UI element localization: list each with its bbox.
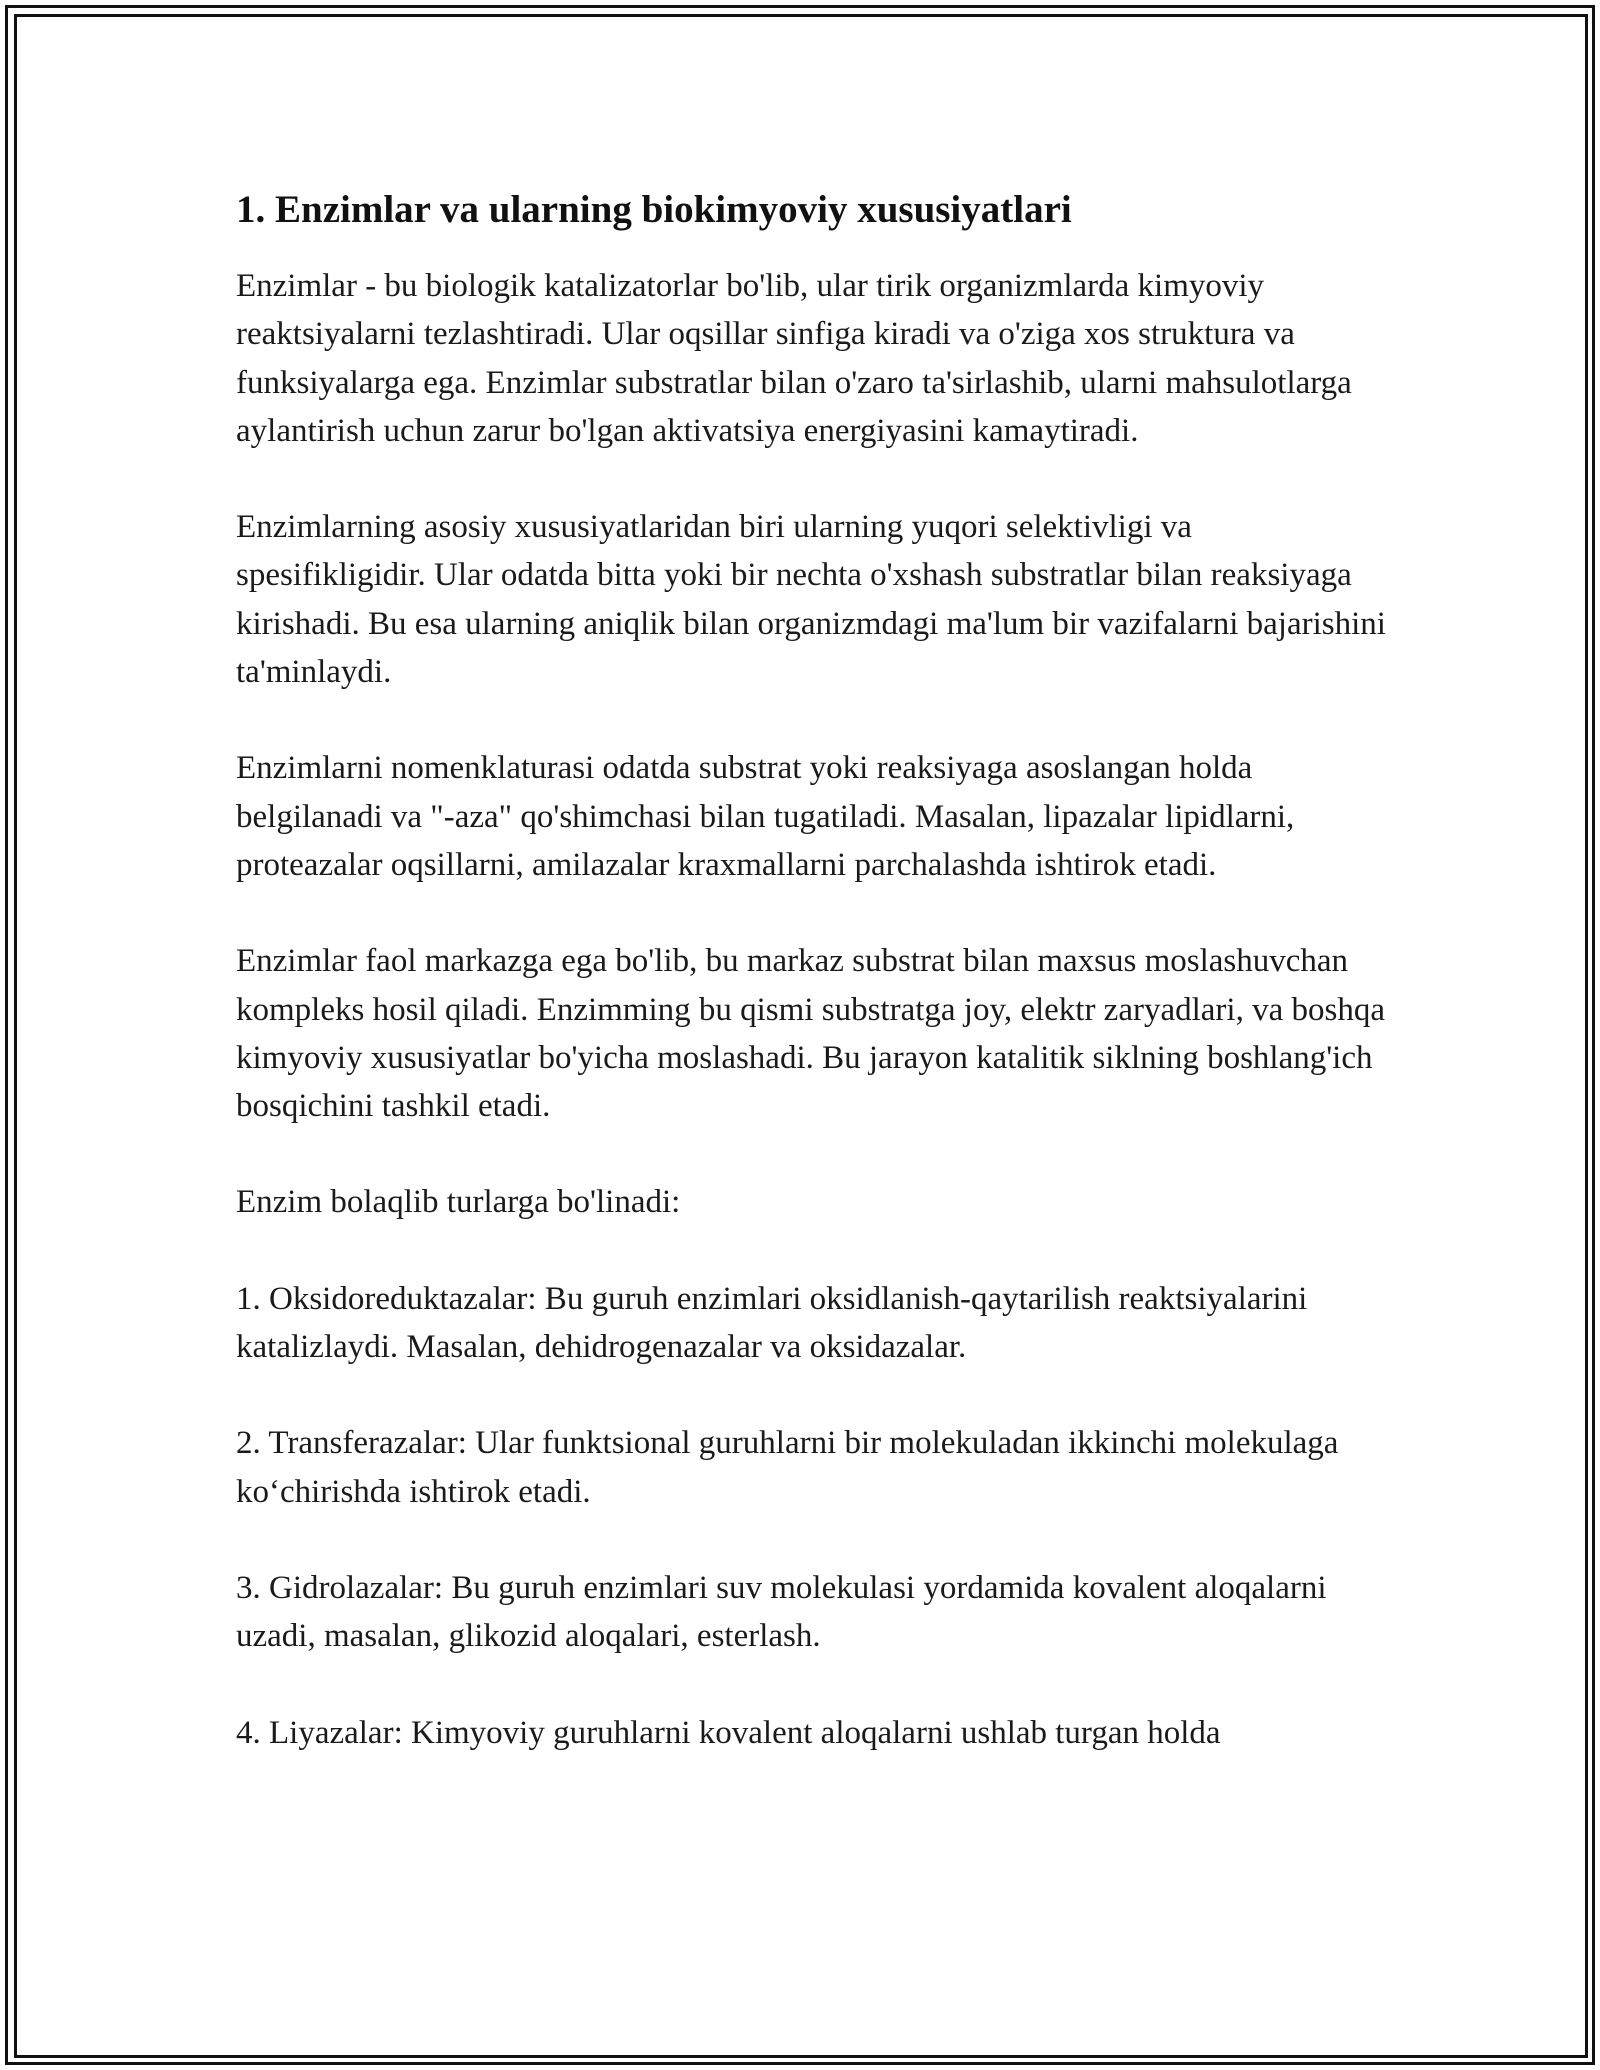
document-title: 1. Enzimlar va ularning biokimyoviy xususiyatlari — [236, 188, 1072, 231]
list-item-oxidoreductases: 1. Oksidoreduktazalar: Bu guruh enzimlari oksidlanish-qaytarilish reaktsiyalarini katalizlaydi. Masalan, dehidrogenazalar va oksidazalar. — [236, 1280, 1308, 1366]
document-body — [236, 186, 1386, 1805]
paragraph-nomenclature: Enzimlarni nomenklaturasi odatda substrat yoki reaksiyaga asoslangan holda belgilanadi va "-aza" qo'shimchasi bilan tugatiladi. Masalan, lipazalar lipidlarni, proteazalar oqsillarni, amilazalar kraxmallarni parchalashda ishtirok etadi. — [236, 750, 1295, 883]
list-item-transferases: 2. Transferazalar: Ular funktsional guruhlarni bir molekuladan ikkinchi molekulaga ko‘chirishda ishtirok etadi. — [236, 1425, 1339, 1510]
paragraph-intro: Enzimlar - bu biologik katalizatorlar bo'lib, ular tirik organizmlarda kimyoviy reaktsiyalarni tezlashtiradi. Ular oqsillar sinfiga kiradi va o'ziga xos struktura va funksiyalarga ega. Enzimlar substratlar bilan o'zaro ta'sirlashib, ularni mahsulotlarga aylantirish uchun zarur bo'lgan aktivatsiya energiyasini kamaytiradi. — [236, 268, 1352, 449]
list-item-hydrolases: 3. Gidrolazalar: Bu guruh enzimlari suv molekulasi yordamida kovalent aloqalarni uzadi, masalan, glikozid aloqalari, esterlash. — [236, 1569, 1327, 1655]
paragraph-active-site: Enzimlar faol markazga ega bo'lib, bu markaz substrat bilan maxsus moslashuvchan kompleks hosil qiladi. Enzimming bu qismi substratga joy, elektr zaryadlari, va boshqa kimyoviy xususiyatlar bo'yicha moslashadi. Bu jarayon katalitik siklning boshlang'ich bosqichini tashkil etadi. — [236, 943, 1385, 1125]
list-item-lyases: 4. Liyazalar: Kimyoviy guruhlarni kovalent aloqalarni ushlab turgan holda — [236, 1714, 1221, 1751]
paragraph-classification-intro: Enzim bolaqlib turlarga bo'linadi: — [236, 1184, 681, 1221]
paragraph-selectivity: Enzimlarning asosiy xususiyatlaridan biri ularning yuqori selektivligi va spesifikligidir. Ular odatda bitta yoki bir nechta o'xshash substratlar bilan reaksiyaga kirishadi. Bu esa ularning aniqlik bilan organizmdagi ma'lum bir vazifalarni bajarishini ta'minlaydi. — [236, 509, 1386, 691]
